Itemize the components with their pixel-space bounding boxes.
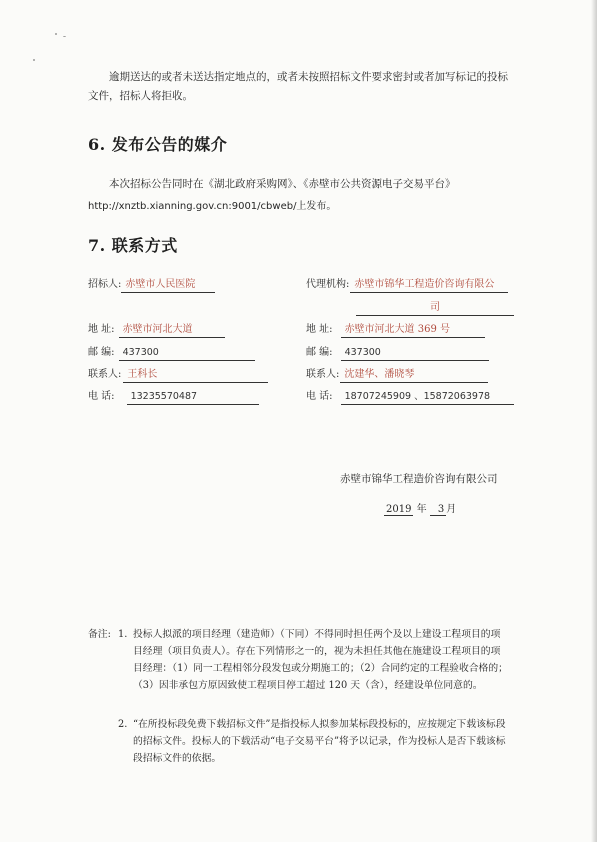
tenderer-contact-value: 王科长 <box>123 369 268 383</box>
signature-year: 2019 <box>386 504 412 515</box>
section7-heading: 7. 联系方式 <box>88 236 178 255</box>
notes-label: 备注: <box>88 629 111 640</box>
scan-speck <box>63 36 66 37</box>
page-edge-shadow <box>591 0 597 842</box>
agent-postcode-row <box>306 347 489 361</box>
agent-name-label: 代理机构: <box>306 279 350 290</box>
tenderer-postcode-value: 437300 <box>119 347 255 361</box>
agent-phone-value: 18707245909 、15872063978 <box>341 391 514 405</box>
section6-paragraph-line2: http://xnztb.xianning.gov.cn:9001/cbweb/上发布。 <box>88 201 337 212</box>
tenderer-phone-label: 电 话: <box>88 391 115 402</box>
note2-number: 2. <box>118 719 128 730</box>
tenderer-name-label: 招标人: <box>88 279 122 290</box>
section6-paragraph-line1: 本次招标公告同时在《湖北政府采购网》、《赤壁市公共资源电子交易平台》 <box>109 178 456 190</box>
agent-phone-row <box>306 391 514 405</box>
scan-speck <box>55 33 57 35</box>
agent-address-label: 地 址: <box>306 324 333 335</box>
tenderer-contact-label: 联系人: <box>88 369 122 380</box>
signature-month: 3 <box>430 504 446 516</box>
note1-text: 投标人拟派的项目经理（建造师）（下同）不得同时担任两个及以上建设工程项目的项目经理（项目负责人）。存在下列情形之一的，视为未担任其他在施建设工程项目的项目经理：（1）同一工程相邻分段发包或分期施工的；（2）合同约定的工程验收合格的；（3）因非承包方原因致使工程项目停工超过 120 天（含），经建设单位同意的。 <box>133 629 508 691</box>
agent-phone-label: 电 话: <box>306 391 333 402</box>
agent-address-row <box>306 324 485 338</box>
tenderer-address-value: 赤壁市河北大道 <box>119 324 225 338</box>
signature-year-unit: 年 <box>416 504 427 515</box>
agent-name-value-line2: 司 <box>356 302 514 316</box>
tenderer-phone-value: 13235570487 <box>127 391 259 405</box>
tenderer-postcode-row <box>88 347 255 361</box>
tenderer-phone-row <box>88 391 259 405</box>
agent-postcode-label: 邮 编: <box>306 347 333 358</box>
tenderer-address-label: 地 址: <box>88 324 115 335</box>
agent-address-value: 赤壁市河北大道 369 号 <box>341 324 485 338</box>
signature-month-unit: 月 <box>446 504 457 515</box>
agent-contact-row <box>306 369 488 383</box>
agent-contact-value: 沈建华、潘晓琴 <box>340 369 488 383</box>
signature-date <box>384 500 456 515</box>
tenderer-name-row <box>88 279 215 293</box>
tenderer-address-row <box>88 324 225 338</box>
agent-name-value: 赤壁市锦华工程造价咨询有限公 <box>350 279 508 293</box>
intro-paragraph: 逾期送达的或者未送达指定地点的，或者未按照招标文件要求密封或者加写标记的投标文件，招标人将拒收。 <box>88 71 508 102</box>
agent-postcode-value: 437300 <box>341 347 489 361</box>
tenderer-contact-row <box>88 369 268 383</box>
note2-text: “在所投标段免费下载招标文件”是指投标人拟参加某标段投标的，应按规定下载该标段的招标文件。投标人的下载活动“电子交易平台”将予以记录，作为投标人是否下载该标段招标文件的依据。 <box>133 719 506 764</box>
note1-number: 1. <box>118 629 128 640</box>
scan-speck <box>33 59 35 61</box>
section6-heading: 6. 发布公告的媒介 <box>88 135 228 154</box>
signature-company: 赤壁市锦华工程造价咨询有限公司 <box>340 473 498 485</box>
tenderer-postcode-label: 邮 编: <box>88 347 115 358</box>
agent-name-row-2 <box>356 302 514 316</box>
agent-contact-label: 联系人: <box>306 369 340 380</box>
tenderer-name-value: 赤壁市人民医院 <box>121 279 215 293</box>
agent-name-row <box>306 279 508 293</box>
